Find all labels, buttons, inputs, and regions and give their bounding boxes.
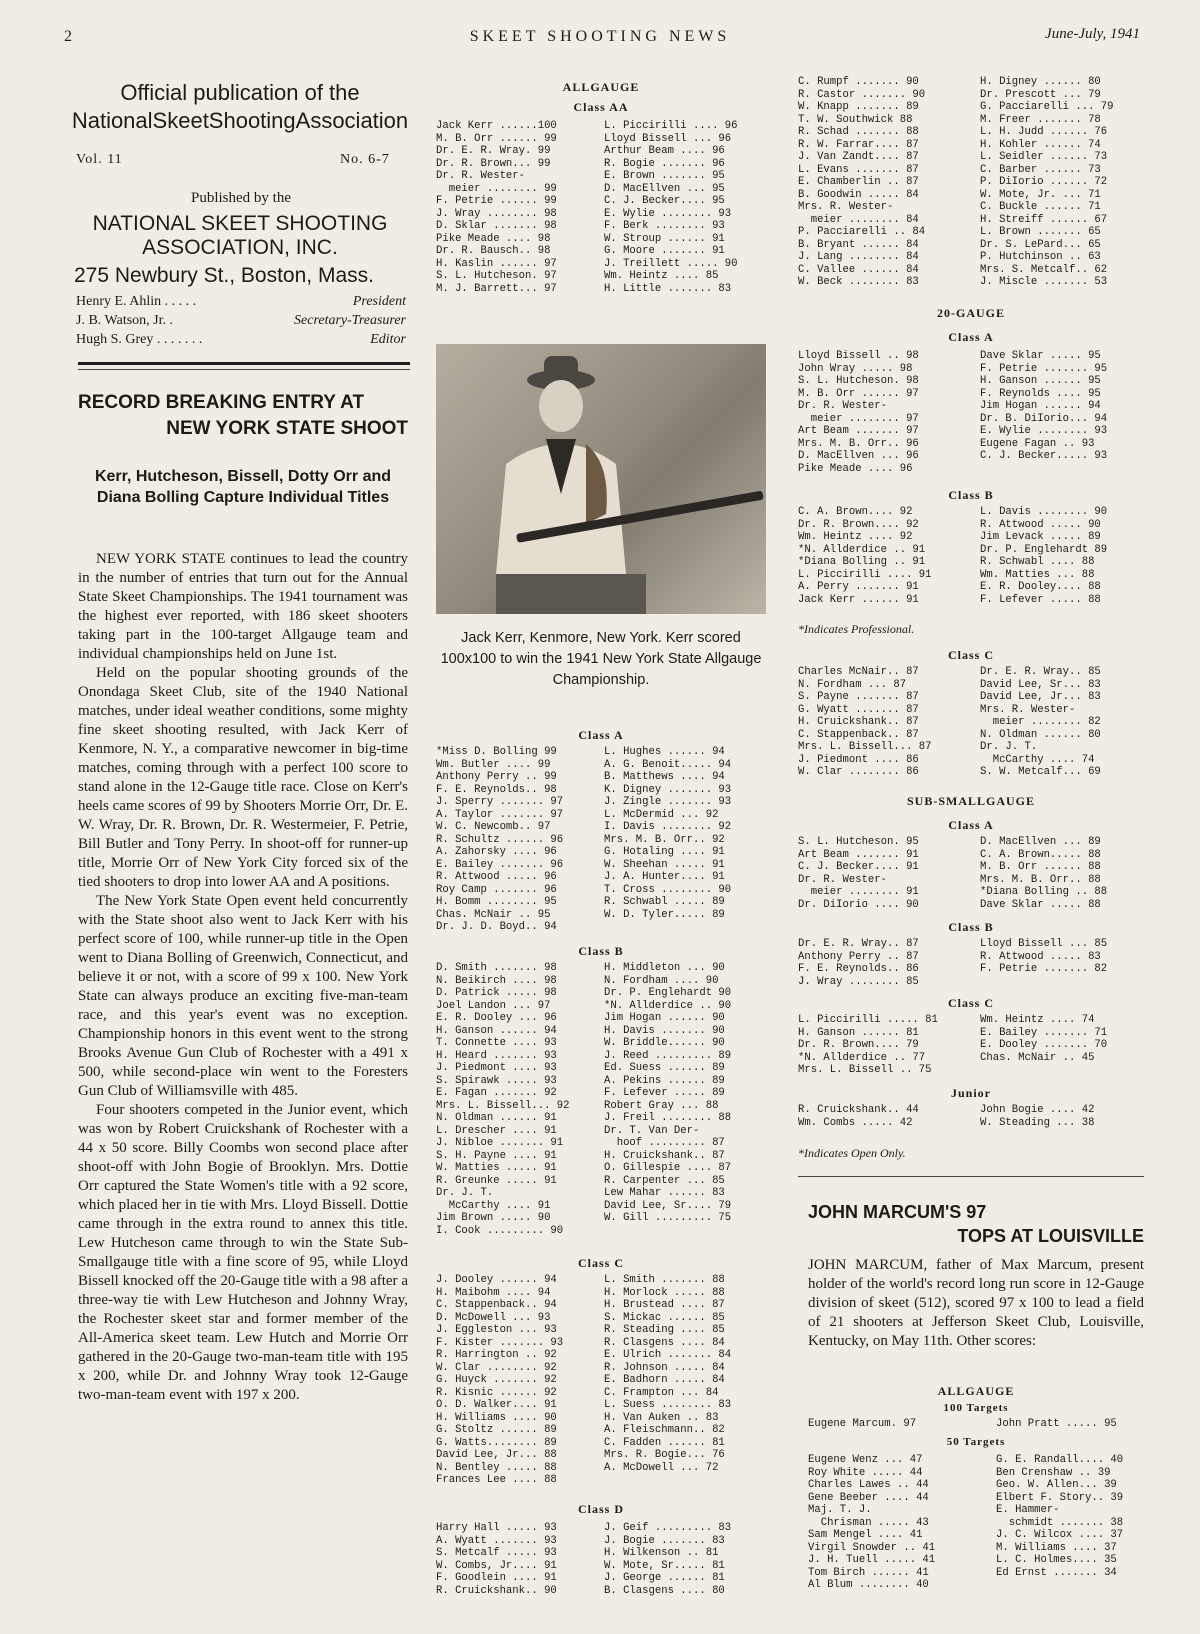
open-only-note: *Indicates Open Only. — [798, 1146, 906, 1160]
staff-role: President — [352, 294, 406, 309]
subsmall-title: SUB-SMALLGAUGE — [906, 794, 1036, 808]
issue-number: No. 6-7 — [340, 152, 390, 167]
marcum-allgauge-label: ALLGAUGE — [937, 1384, 1015, 1398]
paragraph: NEW YORK STATE continues to lead the country in the number of entries that turn out for the Annual State Skeet Championships. The 1941 tournament was the highest ever reported, with 186 skeet shooters taking part in the 100-target Allgauge team and individual championships held on June 1st. — [78, 551, 408, 662]
subsmall-c-left: L. Piccirilli ..... 81 H. Ganson ...... 81 Dr. R. Brown.... 79 *N. Allderdice .. 77 Mrs. L. Bissell .. 75 — [798, 1014, 938, 1076]
junior-label: Junior — [950, 1086, 991, 1100]
gauge20-class-a-label: Class A — [948, 330, 994, 344]
staff-role: Editor — [370, 332, 406, 347]
gauge20-a-right: Dave Sklar ..... 95 F. Petrie ....... 95 H. Ganson ...... 95 F. Reynolds .... 95 Jim Hogan ...... 94 Dr. B. DiIorio... 94 E. Wylie ........ 93 Eugene Fagan .. 93 C. J. Becker..... 93 — [980, 350, 1108, 462]
gauge20-a-left: Lloyd Bissell .. 98 John Wray ..... 98 S. L. Hutcheson. 98 M. B. Orr ...... 97 Dr. R. Wester- meier ........ 97 Art Beam ....... 97 Mrs. M. B. Orr.. 96 D. MacEllven ... 96 Pike Meade .... 96 — [798, 350, 919, 475]
staff-row — [76, 311, 406, 330]
paragraph: Held on the popular shooting grounds of the Onondaga Skeet Club, site of the 1940 National matches, under ideal weather conditions, some mighty fine skeet shooting resulted, with Jack Kerr of Kenmore, N. Y., a comparative newcomer in big-time matches, coming through with a perfect 100 score to stand alone in the 12-Gauge title race. Close on Kerr's heels came scores of 99 by Shooters Morrie Orr, Dr. E. W. Wray, Dr. R. Brown, Dr. R. Westermeier, F. Petrie, Bill Butler and Tony Perry. In shoot-off for runner-up title, Morrie Orr of New York City forced six of the tied shooters to drop into lower AA and A positions. — [78, 665, 408, 890]
t100-left: Eugene Marcum. 97 — [808, 1418, 917, 1430]
photo-figure-icon — [436, 344, 766, 614]
class-b-label: Class B — [578, 944, 624, 958]
staff-row — [76, 292, 406, 311]
subsmall-b-right: Lloyd Bissell ... 85 R. Attwood ..... 83 F. Petrie ....... 82 — [980, 938, 1108, 975]
headline-2: NEW YORK STATE SHOOT — [166, 418, 408, 439]
staff-name: J. B. Watson, Jr. . — [76, 313, 174, 328]
gauge20-class-b-label: Class B — [948, 488, 994, 502]
gauge20-b-left: C. A. Brown.... 92 Dr. R. Brown.... 92 Wm. Heintz .... 92 *N. Allderdice .. 91 *Diana Bolling .. 91 L. Piccirilli .... 91 A. Perry ....... 91 Jack Kerr ...... 91 — [798, 506, 932, 606]
org-name-1: NATIONAL SKEET SHOOTING — [92, 212, 388, 235]
class-a-label: Class A — [578, 728, 624, 742]
paragraph: The New York State Open event held concurrently with the State shoot also went to Jack Kerr with his perfect score of 100, while runner-up title in the Open went to Diana Bolling of Greenwich, Connecticut, and believe it or not, with a score of 99 x 100. New York State can always produce an exciting five-man-team race, and this year's event was no exception. Championship honors in this event went to the strong Brooks Avenue Gun Club of Rochester with a 491 x 500, while second-place win went to the Foresters Gun Club of Williamsville with 485. — [78, 893, 408, 1099]
subsmall-class-b-label: Class B — [948, 920, 994, 934]
allgauge-b-right: H. Middleton ... 90 N. Fordham .... 90 Dr. P. Englehardt 90 *N. Allderdice .. 90 Jim Hogan ...... 90 H. Davis ....... 90 W. Briddle...... 90 J. Reed ......... 89 Ed. Suess ...... 89 A. Pekins ...... 89 F. Lefever ..... 89 Robert Gray ... 88 J. Freil ........ 88 Dr. T. Van Der- hoof ......... 87 H. Cruickshank.. 87 O. Gillespie .... 87 R. Carpenter ... 85 Lew Mahar ...... 83 David Lee, Sr.... 79 W. Gill ......... 75 — [604, 962, 732, 1224]
gauge20-class-c-label: Class C — [947, 648, 994, 662]
masthead-line1: Official publication of the — [120, 80, 360, 105]
allgauge-b-left: D. Smith ....... 98 N. Beikirch .... 98 D. Patrick ..... 98 Joel Landon ... 97 E. R. Dooley ... 96 H. Ganson ...... 94 T. Connette .... 93 H. Heard ....... 93 J. Piedmont .... 93 S. Spirawk ..... 93 E. Fagan ....... 92 Mrs. L. Bissell... 92 N. Oldman ...... 91 L. Drescher .... 91 J. Nibloe ....... 91 S. H. Payne .... 91 W. Matties ..... 91 R. Greunke ..... 91 Dr. J. T. McCarthy .... 91 Jim Brown ..... 90 I. Cook ......... 90 — [436, 962, 570, 1237]
allgauge-aa-right: L. Piccirilli .... 96 Lloyd Bissell ... 96 Arthur Beam .... 96 R. Bogie ....... 96 E. Brown ....... 95 D. MacEllven ... 95 C. J. Becker.... 95 E. Wylie ........ 93 F. Berk ........ 93 W. Stroup ...... 91 G. Moore ....... 91 J. Treillett ..... 90 Wm. Heintz .... 85 H. Little ....... 83 — [604, 120, 738, 295]
allgauge-a-right: L. Hughes ...... 94 A. G. Benoit..... 94 B. Matthews .... 94 K. Digney ....... 93 J. Zingle ....... 93 L. McDermid ... 92 I. Davis ........ 92 Mrs. M. B. Orr.. 92 G. Hotaling .... 91 W. Sheehan ..... 91 J. A. Hunter.... 91 T. Cross ........ 90 R. Schwabl ..... 89 W. D. Tyler..... 89 — [604, 746, 732, 921]
subsmall-class-c-label: Class C — [947, 996, 994, 1010]
address: 275 Newbury St., Boston, Mass. — [74, 264, 374, 287]
volume: Vol. 11 — [76, 152, 123, 167]
headline-marcum-2: TOPS AT LOUISVILLE — [957, 1226, 1144, 1246]
marcum-paragraph: JOHN MARCUM, father of Max Marcum, present holder of the world's record long run score in 12-Gauge division of skeet (512), scored 97 x 100 to lead a field of 21 shooters at Jefferson Skeet Club, Louisville, Kentucky, on May 11th. Other scores: — [808, 1257, 1144, 1349]
subsmall-c-right: Wm. Heintz .... 74 E. Bailey ....... 71 E. Dooley ....... 70 Chas. McNair .. 45 — [980, 1014, 1108, 1064]
staff-name: Hugh S. Grey . . . . . . . — [76, 332, 203, 347]
staff-list — [76, 292, 406, 349]
headline-1: RECORD BREAKING ENTRY AT — [78, 392, 365, 413]
gauge20-title: 20-GAUGE — [937, 306, 1005, 320]
masthead-rule — [78, 362, 410, 365]
masthead-rule-thin — [78, 369, 410, 370]
subsmall-a-right: D. MacEllven ... 89 C. A. Brown..... 88 M. B. Orr ...... 88 Mrs. M. B. Orr.. 88 *Diana Bolling .. 88 Dave Sklar ..... 88 — [980, 836, 1108, 911]
allgauge-aa-left: Jack Kerr ......100 M. B. Orr ...... 99 Dr. E. R. Wray. 99 Dr. R. Brown... 99 Dr. R. Wester- meier ........ 99 F. Petrie ...... 99 J. Wray ........ 98 D. Sklar ....... 98 Pike Meade .... 98 Dr. R. Bausch.. 98 H. Kaslin ...... 97 S. L. Hutcheson. 97 M. J. Barrett... 97 — [436, 120, 557, 295]
staff-name: Henry E. Ahlin . . . . . — [76, 294, 197, 309]
gauge20-c-left: Charles McNair.. 87 N. Fordham ... 87 S. Payne ....... 87 G. Wyatt ....... 87 H. Cruickshank.. 87 C. Stappenback.. 87 Mrs. L. Bissell... 87 J. Piedmont .... 86 W. Clar ........ 86 — [798, 666, 932, 778]
t50-right: G. E. Randall.... 40 Ben Crenshaw .. 39 Geo. W. Allen... 39 Elbert F. Story.. 39 E. Hammer- schmidt ....... 38 J. C. Wilcox .... 37 M. Williams .... 37 L. C. Holmes.... 35 Ed Ernst ....... 34 — [996, 1454, 1124, 1579]
section-rule — [798, 1176, 1144, 1177]
continued-left: C. Rumpf ....... 90 R. Castor ....... 90 W. Knapp ....... 89 T. W. Southwick 88 R. Schad ....... 88 R. W. Farrar.... 87 J. Van Zandt.... 87 L. Evans ....... 87 E. Chamberlin .. 87 B. Goodwin ..... 84 Mrs. R. Wester- meier ........ 84 P. Pacciarelli .. 84 B. Bryant ...... 84 J. Lang ........ 84 C. Vallee ...... 84 W. Beck ........ 83 — [798, 76, 926, 288]
allgauge-c-left: J. Dooley ...... 94 H. Maibohm .... 94 C. Stappenback.. 94 D. McDowell ... 93 J. Eggleston ... 93 F. Kister ....... 93 R. Harrington .. 92 W. Clar ........ 92 G. Huyck ....... 92 R. Kisnic ...... 92 O. D. Walker.... 91 H. Williams .... 90 G. Stoltz ...... 89 G. Watts........ 89 David Lee, Jr... 88 N. Bentley ..... 88 Frances Lee .... 88 — [436, 1274, 564, 1486]
paragraph: Four shooters competed in the Junior event, which was won by Robert Cruickshank of Rochester with a 44 x 50 score. Billy Coombs won second place after shoot-off with John Bogie of Brooklyn. Mrs. Dottie Orr captured the State Women's title with a 92 score, which placed her in tie with Mrs. Lloyd Bissell. Dottie came through in the extra round to annex this title. Lew Hutcheson came through to win the State Sub-Smallgauge title with a fine score of 95, while Lloyd Bissell knocked off the 20-Gauge title with a 98 after a three-way tie with Lew Hutcheson and Johnny Wray, the Rochester skeet star and former member of the All-America skeet team. Lew Hutch and Morrie Orr gathered in the 20-Gauge two-man-team title with 195 x 200, while Dr. and Johnny Wray took 12-Gauge two-man-team event with 197 x 200. — [78, 1102, 408, 1403]
org-name-2: ASSOCIATION, INC. — [142, 236, 338, 259]
article-body — [78, 550, 408, 1405]
running-title: SKEET SHOOTING NEWS — [469, 28, 731, 45]
subsmall-b-left: Dr. E. R. Wray.. 87 Anthony Perry .. 87 F. E. Reynolds.. 86 J. Wray ........ 85 — [798, 938, 919, 988]
gauge20-c-right: Dr. E. R. Wray.. 85 David Lee, Sr... 83 David Lee, Jr... 83 Mrs. R. Wester- meier ........ 82 N. Oldman ...... 80 Dr. J. T. McCarthy .... 74 S. W. Metcalf... 69 — [980, 666, 1101, 778]
allgauge-c-right: L. Smith ....... 88 H. Morlock ..... 88 H. Brustead .... 87 S. Mickac ...... 85 R. Steading .... 85 R. Clasgens .... 84 E. Ulrich ....... 84 R. Johnson ..... 84 E. Badhorn ..... 84 C. Frampton ... 84 L. Suess ........ 83 H. Van Auken .. 83 A. Fleischmann.. 82 C. Fadden ...... 81 Mrs. R. Bogie... 76 A. McDowell ... 72 — [604, 1274, 732, 1474]
subhead: Kerr, Hutcheson, Bissell, Dotty Orr and Diana Bolling Capture Individual Titles — [94, 468, 392, 506]
allgauge-title: ALLGAUGE — [562, 80, 640, 94]
photo-caption: Jack Kerr, Kenmore, New York. Kerr scored 100x100 to win the 1941 New York State Allgauge Championship. — [440, 630, 762, 688]
photo-jack-kerr — [436, 344, 766, 614]
continued-right: H. Digney ...... 80 Dr. Prescott ... 79 G. Pacciarelli ... 79 M. Freer ....... 78 L. H. Judd ...... 76 H. Kohler ...... 74 L. Seidler ...... 73 C. Barber ...... 73 P. DiIorio ...... 72 W. Mote, Jr. ... 71 C. Buckle ...... 71 H. Streiff ...... 67 L. Brown ....... 65 Dr. S. LePard... 65 P. Hutchinson .. 63 Mrs. S. Metcalf.. 62 J. Miscle ....... 53 — [980, 76, 1114, 288]
issue-date: June-July, 1941 — [1045, 26, 1140, 42]
subsmall-a-left: S. L. Hutcheson. 95 Art Beam ....... 91 C. J. Becker.... 91 Dr. R. Wester- meier ........ 91 Dr. DiIorio .... 90 — [798, 836, 919, 911]
masthead-line2: NationalSkeetShootingAssociation — [71, 108, 409, 133]
page-number: 2 — [64, 28, 76, 45]
junior-right: John Bogie .... 42 W. Steading ... 38 — [980, 1104, 1095, 1129]
class-aa-label: Class AA — [573, 100, 629, 114]
t50-label: 50 Targets — [946, 1436, 1006, 1448]
t100-label: 100 Targets — [943, 1402, 1009, 1414]
staff-role: Secretary-Treasurer — [294, 313, 406, 328]
t100-right: John Pratt ..... 95 — [996, 1418, 1117, 1430]
allgauge-d-left: Harry Hall ..... 93 A. Wyatt ....... 93 S. Metcalf ..... 93 W. Combs, Jr.... 91 F. Goodlein .... 91 R. Cruickshank.. 90 — [436, 1522, 557, 1597]
staff-row — [76, 330, 406, 349]
allgauge-d-right: J. Geif ......... 83 J. Bogie ....... 83 H. Wilkenson .. 81 W. Mote, Sr..... 81 J. George ...... 81 B. Clasgens .... 80 — [604, 1522, 732, 1597]
allgauge-a-left: *Miss D. Bolling 99 Wm. Butler .... 99 Anthony Perry .. 99 F. E. Reynolds.. 98 J. Sperry ....... 97 A. Taylor ....... 97 W. C. Newcomb.. 97 R. Schultz ...... 96 A. Zahorsky .... 96 E. Bailey ....... 96 R. Attwood ..... 96 Roy Camp ....... 96 H. Bomm ........ 95 Chas. McNair .. 95 Dr. J. D. Boyd.. 94 — [436, 746, 564, 933]
professional-note: *Indicates Professional. — [798, 622, 915, 636]
class-d-label: Class D — [577, 1502, 624, 1516]
subsmall-class-a-label: Class A — [948, 818, 994, 832]
class-c-label: Class C — [577, 1256, 624, 1270]
junior-left: R. Cruickshank.. 44 Wm. Combs ..... 42 — [798, 1104, 919, 1129]
t50-left: Eugene Wenz ... 47 Roy White ..... 44 Charles Lawes .. 44 Gene Beeber .... 44 Maj. T. J. Chrisman ..... 43 Sam Mengel .... 41 Virgil Snowder .. 41 J. H. Tuell ..... 41 Tom Birch ...... 41 Al Blum ........ 40 — [808, 1454, 936, 1591]
headline-marcum-1: JOHN MARCUM'S 97 — [808, 1202, 987, 1222]
published-by: Published by the — [191, 190, 291, 206]
gauge20-b-right: L. Davis ........ 90 R. Attwood ..... 90 Jim Levack ..... 89 Dr. P. Englehardt 89 R. Schwabl .... 88 Wm. Matties ... 88 E. R. Dooley.... 88 F. Lefever ..... 88 — [980, 506, 1108, 606]
